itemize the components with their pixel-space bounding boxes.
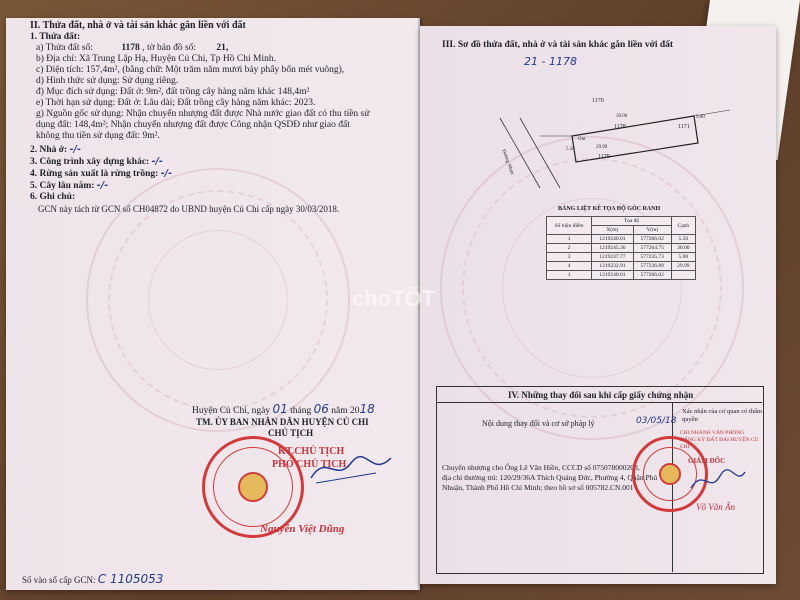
director-signature — [688, 466, 748, 496]
section-title: II. Thửa đất, nhà ở và tài sản khác gắn liền với đất — [30, 20, 246, 31]
usage-form-line: d) Hình thức sử dụng: Sử dụng riêng. — [36, 76, 179, 86]
table-row: 1 1219240.01 577266.02 5.50 — [547, 235, 696, 244]
map-label-1171: 1171 — [678, 124, 690, 130]
edge-length-bottom: 29.99 — [596, 145, 608, 150]
header-coords: Tọa độ — [592, 217, 672, 226]
map-label-1178: 1178 — [614, 124, 626, 130]
changes-col-content: Nội dung thay đổi và cơ sở pháp lý — [482, 419, 595, 428]
sheet-number: 21, — [216, 43, 229, 53]
confirm-role: GIÁM ĐỐC — [688, 457, 726, 465]
header-x: X(m) — [592, 226, 634, 235]
construction-heading: 3. Công trình xây dựng khác: -/- — [30, 156, 163, 167]
forest-dash: -/- — [160, 168, 173, 179]
edge-length-left: 5.50 — [566, 147, 575, 152]
parcel-heading: 1. Thửa đất: — [30, 32, 81, 42]
origin-line-3: không thu tiền sử dụng đất: 9m². — [36, 131, 160, 141]
address-line: b) Địa chỉ: Xã Trung Lập Hạ, Huyện Củ Chi, Tp Hồ Chí Minh. — [36, 54, 276, 64]
changes-title: IV. Những thay đổi sau khi cấp giấy chứng nhận — [508, 390, 694, 400]
handwritten-reference: 21 - 1178 — [524, 55, 577, 68]
map-label-1170: 1170 — [592, 98, 604, 104]
road-label: Đường Nhựa — [500, 149, 515, 176]
origin-line-1: g) Nguồn gốc sử dụng: Nhận chuyển nhượng đất được Nhà nước giao đất có thu tiền sử — [36, 109, 370, 119]
book-number-row: Số vào sổ cấp GCN: C 1105053 — [22, 572, 164, 586]
authority-role: CHỦ TỊCH — [268, 428, 314, 438]
sheet-label: , tờ bản đồ số: — [142, 43, 197, 53]
usage-purpose-line: đ) Mục đích sử dụng: Đất ở: 9m², đất trồng cây hàng năm khác 148,4m² — [36, 87, 310, 97]
header-y: Y(m) — [633, 226, 671, 235]
notes-heading: 6. Ghi chú: — [30, 192, 76, 202]
area-line: c) Diện tích: 157,4m², (bằng chữ: Một trăm năm mươi bảy phẩy bốn mét vuông), — [36, 65, 345, 75]
coordinate-table — [546, 216, 696, 280]
entry-date: 03/05/18 — [636, 416, 677, 426]
confirm-org: CHI NHÁNH VĂN PHÒNG ĐĂNG KÝ ĐẤT ĐAI HUYỆN CỦ CHI — [680, 430, 759, 450]
book-number: C 1105053 — [97, 572, 164, 586]
parcel-number-row — [36, 43, 228, 54]
table-row: 3 1219237.77 577235.73 5.00 — [547, 253, 696, 262]
issue-date: Huyện Củ Chi, ngày 01 tháng 06 năm 2018 — [192, 402, 375, 416]
usage-term-line: e) Thời hạn sử dụng: Đất ở: Lâu dài; Đất trồng cây hàng năm khác: 2023. — [36, 98, 316, 108]
director-name: Võ Văn Ân — [696, 502, 735, 512]
entry-line-3: Nhuận, Thành Phố Hồ Chí Minh; theo hồ sơ số 005782.CN.001 — [442, 483, 634, 492]
forest-heading: 4. Rừng sản xuất là rừng trồng: -/- — [30, 168, 173, 179]
deputy-title-1: KT.CHỦ TỊCH — [278, 446, 345, 457]
entry-line-2: địa chỉ thường trú: 120/29/36A Thích Quảng Đức, Phường 4, Quận Phú — [442, 473, 658, 482]
deputy-title-2: PHÓ CHỦ TỊCH — [272, 459, 347, 470]
right-page — [420, 26, 776, 584]
parcel-diagram — [480, 88, 740, 198]
entry-line-1: Chuyển nhượng cho Ông Lê Văn Hiền, CCCD số 075078000208, — [442, 463, 640, 472]
issue-day: 01 — [272, 402, 288, 416]
edge-length-right: 5.00 — [696, 115, 705, 120]
land-use-code: Ont — [578, 137, 586, 142]
table-row: 4 1219232.91 577236.89 29.99 — [547, 262, 696, 271]
house-dash: -/- — [69, 144, 81, 155]
table-header-row — [547, 217, 696, 226]
diagram-section-title: III. Sơ đồ thửa đất, nhà ở và tài sản khác gắn liền với đất — [442, 40, 674, 50]
authority-name: TM. ỦY BAN NHÂN DÂN HUYỆN CỦ CHI — [196, 417, 369, 427]
map-label-1179: 1179 — [598, 154, 610, 160]
signer-name: Nguyễn Việt Dũng — [260, 523, 345, 535]
trees-heading: 5. Cây lâu năm: -/- — [30, 180, 109, 191]
parcel-label: a) Thửa đất số: — [36, 43, 93, 53]
notes-text: GCN này tách từ GCN số CH04872 do UBND huyện Củ Chi cấp ngày 30/03/2018. — [38, 204, 340, 214]
site-watermark: choTỐT — [352, 286, 436, 311]
header-point: Số hiệu điểm — [547, 217, 592, 235]
coord-table-title: BẢNG LIỆT KÊ TỌA ĐỘ GÓC RANH — [558, 206, 661, 212]
seal-emblem-icon — [238, 472, 268, 502]
edge-length-top: 30.00 — [616, 114, 628, 119]
office-seal-emblem-icon — [659, 463, 681, 485]
changes-col-confirm: Xác nhận của cơ quan có thẩm quyền — [682, 408, 762, 423]
issue-year: 18 — [359, 402, 375, 416]
signature-scribble — [306, 448, 396, 488]
changes-divider — [436, 402, 762, 403]
construction-dash: -/- — [151, 156, 163, 167]
table-row: 1 1219240.01 577266.02 — [547, 271, 696, 280]
table-row: 2 1219245.36 577264.75 30.00 — [547, 244, 696, 253]
trees-dash: -/- — [96, 180, 109, 191]
house-heading: 2. Nhà ở: -/- — [30, 144, 81, 155]
parcel-number: 1178 — [121, 43, 140, 53]
issue-month: 06 — [313, 402, 329, 416]
header-edge: Cạnh — [671, 217, 695, 235]
origin-line-2: dụng đất: 148,4m²; Nhận chuyển nhượng đất được Công nhận QSDĐ như giao đất — [36, 120, 350, 130]
